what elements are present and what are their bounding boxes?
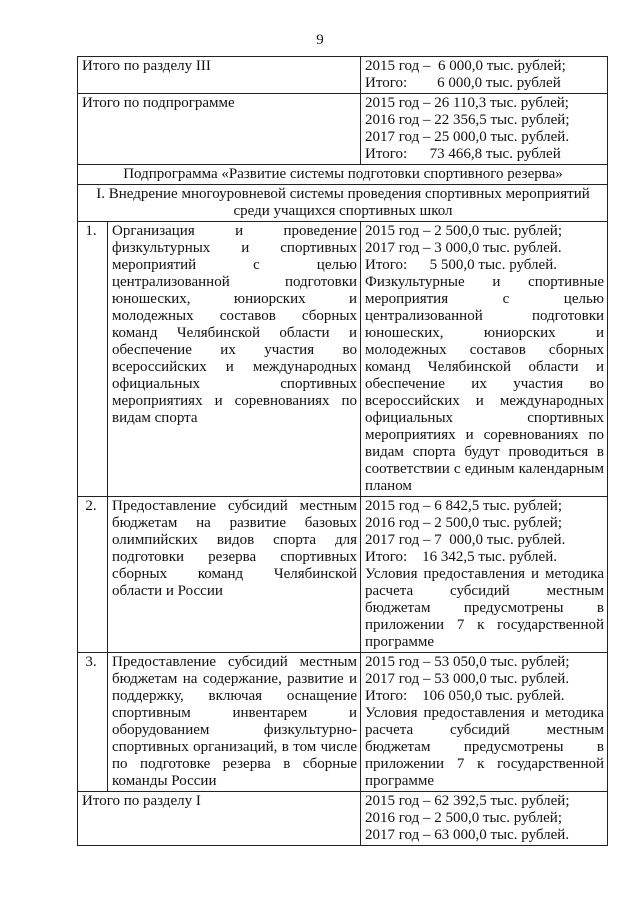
funding-line: 2016 год – 2 500,0 тыс. рублей; xyxy=(365,810,562,826)
row-funding xyxy=(361,653,608,792)
funding-line: 2017 год – 7 000,0 тыс. рублей. xyxy=(365,532,566,548)
funding-line: 2015 год – 2 500,0 тыс. рублей; xyxy=(365,223,562,239)
subprogram-total-row xyxy=(78,94,608,165)
subprogram-title-row xyxy=(78,165,608,185)
row-description: Предоставление субсидий местным бюджетам на развитие базовых олимпийских видов спорта для подготовки резерва спортивных сборных команд Челябинской области и России xyxy=(108,497,361,653)
funding-line: Итого: 16 342,5 тыс. рублей. xyxy=(365,549,557,565)
section1-title-row xyxy=(78,185,608,222)
funding-line: 2015 год – 26 110,3 тыс. рублей; xyxy=(365,95,569,111)
subprogram-total-funding xyxy=(361,94,608,165)
funding-line: 2015 год – 62 392,5 тыс. рублей; xyxy=(365,793,570,809)
section1-total-row xyxy=(78,792,608,846)
page-number: 9 xyxy=(316,32,324,48)
section3-total-label: Итого по разделу III xyxy=(78,57,361,94)
funding-line: 2016 год – 22 356,5 тыс. рублей; xyxy=(365,112,570,128)
funding-line: 2015 год – 53 050,0 тыс. рублей; xyxy=(365,654,570,670)
row-funding xyxy=(361,222,608,497)
funding-note: Физкультурные и спортивные мероприятия с целью централизованной подготовки юношеских, юниорских и молодежных составов сборных команд Челябинской области и обеспечение их участия во всероссийских и международных официальных спортивных мероприятиях и соревнованиях по видам спорта будут проводиться в соответствии с единым календарным планом xyxy=(365,274,605,494)
row-number: 1. xyxy=(78,222,108,497)
funding-line: 2015 год – 6 842,5 тыс. рублей; xyxy=(365,498,562,514)
section3-total-funding xyxy=(361,57,608,94)
row-number: 3. xyxy=(78,653,108,792)
row-description: Предоставление субсидий местным бюджетам на содержание, развитие и поддержку, включая оснащение спортивным инвентарем и оборудованием физкультурно-спортивных организаций, в том числе по подготовке резерва в сборные команды России xyxy=(108,653,361,792)
subprogram-title: Подпрограмма «Развитие системы подготовки спортивного резерва» xyxy=(78,165,608,185)
funding-note: Условия предоставления и методика расчета субсидий местным бюджетам предусмотрены в приложении 7 к государственной программе xyxy=(365,566,605,650)
funding-line: Итого: 73 466,8 тыс. рублей xyxy=(365,146,561,162)
funding-line: Итого: 106 050,0 тыс. рублей. xyxy=(365,688,565,704)
funding-line: 2015 год – 6 000,0 тыс. рублей; xyxy=(365,58,566,74)
funding-line: 2017 год – 3 000,0 тыс. рублей. xyxy=(365,240,562,256)
table-row xyxy=(78,653,608,792)
section1-title: I. Внедрение многоуровневой системы проведения спортивных мероприятий среди учащихся спортивных школ xyxy=(78,185,608,222)
row-funding xyxy=(361,497,608,653)
row-number: 2. xyxy=(78,497,108,653)
funding-line: 2017 год – 63 000,0 тыс. рублей. xyxy=(365,827,570,843)
section1-total-funding xyxy=(361,792,608,846)
funding-line: 2016 год – 2 500,0 тыс. рублей; xyxy=(365,515,562,531)
section1-total-label: Итого по разделу I xyxy=(78,792,361,846)
funding-line: Итого: 6 000,0 тыс. рублей xyxy=(365,75,561,91)
section3-total-row xyxy=(78,57,608,94)
table-row xyxy=(78,497,608,653)
subprogram-total-label: Итого по подпрограмме xyxy=(78,94,361,165)
funding-note: Условия предоставления и методика расчета субсидий местным бюджетам предусмотрены в приложении 7 к государственной программе xyxy=(365,705,605,789)
funding-line: Итого: 5 500,0 тыс. рублей. xyxy=(365,257,557,273)
funding-line: 2017 год – 25 000,0 тыс. рублей. xyxy=(365,129,570,145)
funding-line: 2017 год – 53 000,0 тыс. рублей. xyxy=(365,671,570,687)
table-row xyxy=(78,222,608,497)
budget-table xyxy=(77,56,608,846)
row-description: Организация и проведение физкультурных и спортивных мероприятий с целью централизованной подготовки юношеских, юниорских и молодежных составов сборных команд Челябинской области и обеспечение их участия во всероссийских и международных официальных спортивных мероприятиях и соревнованиях по видам спорта xyxy=(108,222,361,497)
